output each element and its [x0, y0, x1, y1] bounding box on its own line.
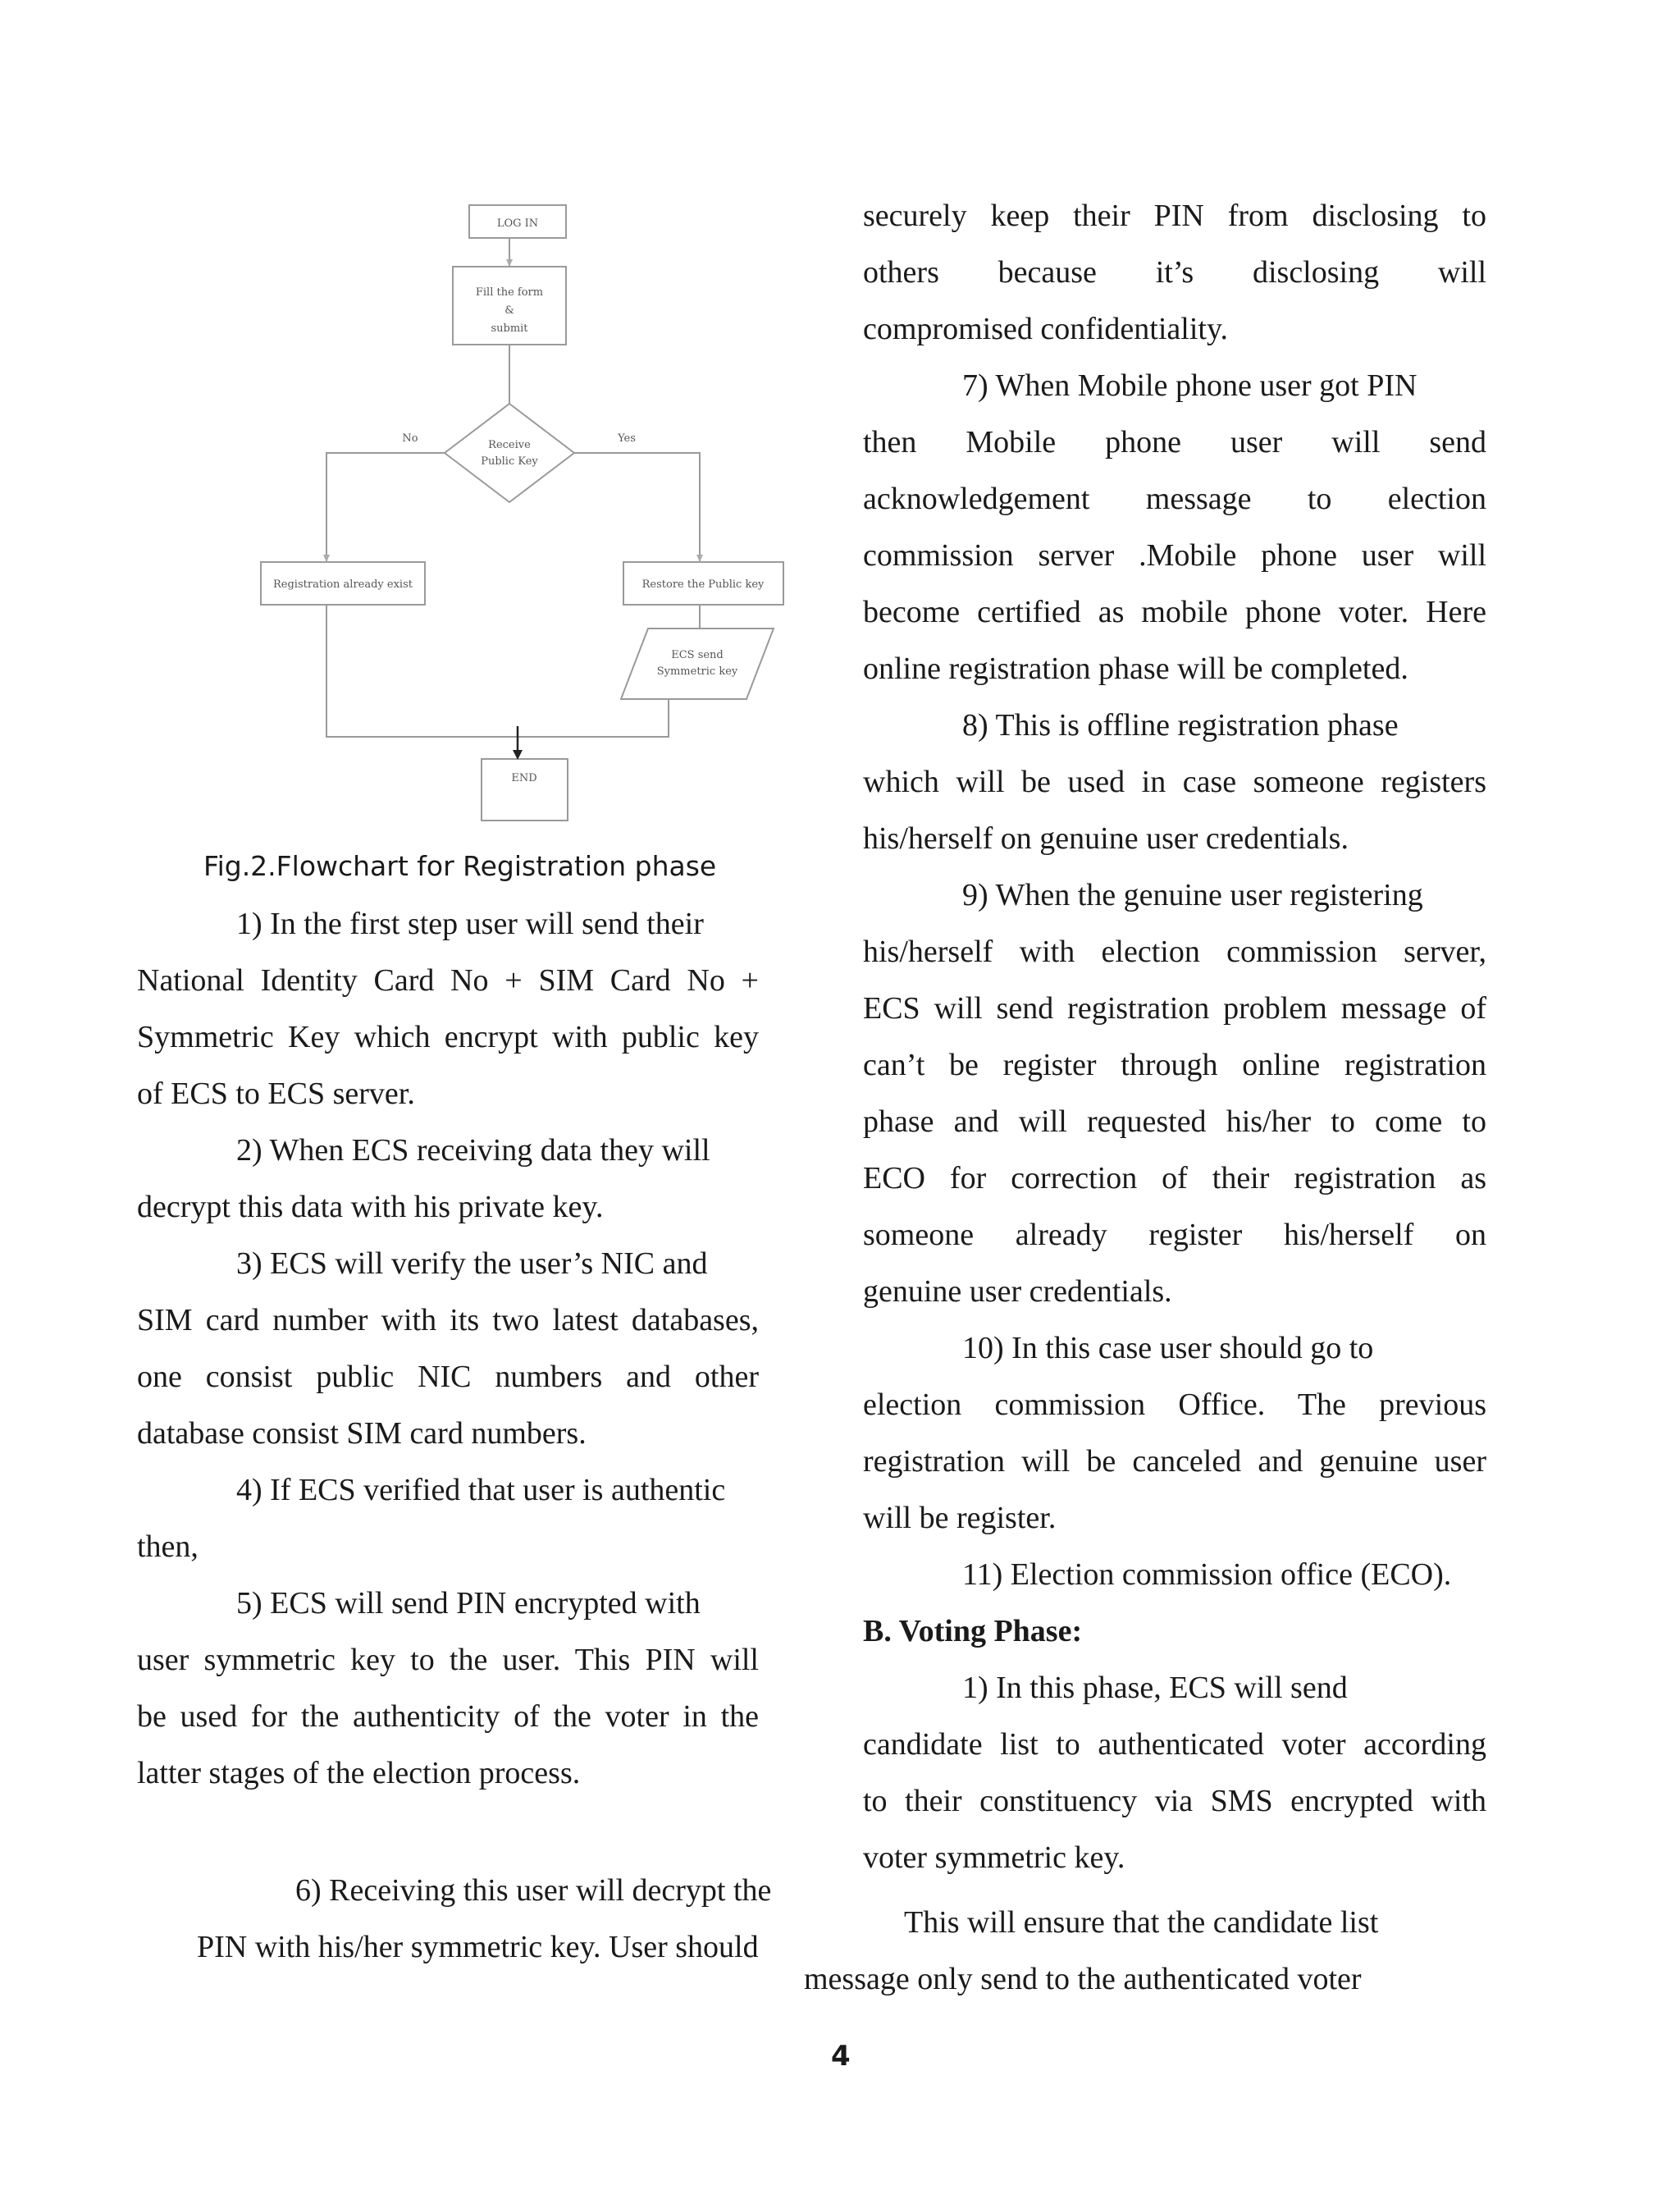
text-line: 1) In this phase, ECS will send	[962, 1671, 1348, 1705]
text-line: then,	[137, 1529, 199, 1564]
text-line: 2) When ECS receiving data they will	[236, 1133, 710, 1168]
ecs-send-label-1: ECS send	[671, 649, 724, 661]
receive-key-decision	[445, 404, 574, 502]
text-line: user symmetric key to the user. This PIN will	[137, 1643, 759, 1677]
text-line: genuine user credentials.	[863, 1274, 1172, 1309]
text-line: one consist public NIC numbers and other	[137, 1360, 759, 1394]
edge-no-label: No	[402, 432, 418, 445]
text-line: then Mobile phone user will send	[863, 425, 1486, 459]
section-heading: B. Voting Phase:	[863, 1614, 1083, 1648]
text-line: phase and will requested his/her to come to	[863, 1104, 1486, 1139]
text-line: his/herself with election commission server,	[863, 935, 1486, 969]
text-line: ECS will send registration problem message of	[863, 991, 1486, 1026]
text-line: National Identity Card No + SIM Card No +	[137, 963, 759, 998]
restore-key-label: Restore the Public key	[641, 578, 765, 591]
text-line: 1) In the first step user will send their	[236, 907, 704, 941]
text-line: others because it’s disclosing will	[863, 255, 1486, 290]
registration-flowchart	[246, 189, 804, 837]
end-label: END	[511, 772, 537, 784]
text-line: 9) When the genuine user registering	[962, 878, 1423, 912]
already-exist-label: Registration already exist	[273, 578, 413, 591]
bottom-left-line: 6) Receiving this user will decrypt the	[295, 1873, 772, 1908]
bottom-right-line: This will ensure that the candidate list	[904, 1905, 1379, 1940]
ecs-send-label-2: Symmetric key	[656, 665, 738, 678]
page-number: 4	[831, 2040, 851, 2073]
receive-key-label-2: Public Key	[481, 455, 538, 468]
text-line: candidate list to authenticated voter according	[863, 1727, 1486, 1762]
figure-caption: Fig.2.Flowchart for Registration phase	[203, 850, 717, 882]
text-line: of ECS to ECS server.	[137, 1077, 415, 1111]
text-line: ECO for correction of their registration as	[863, 1161, 1486, 1195]
text-line: commission server .Mobile phone user will	[863, 538, 1486, 573]
text-line: 4) If ECS verified that user is authentic	[236, 1473, 726, 1507]
text-line: compromised confidentiality.	[863, 312, 1228, 346]
text-line: database consist SIM card numbers.	[137, 1416, 587, 1451]
text-line: to their constituency via SMS encrypted with	[863, 1784, 1486, 1818]
fill-form-label-1: Fill the form	[475, 286, 544, 299]
text-line: voter symmetric key.	[863, 1840, 1125, 1875]
receive-key-label-1: Receive	[488, 439, 531, 451]
end-node	[482, 759, 568, 821]
ecs-send-node	[621, 629, 774, 699]
text-line: 11) Election commission office (ECO).	[962, 1557, 1452, 1592]
text-line: 8) This is offline registration phase	[962, 708, 1399, 743]
text-line: someone already register his/herself on	[863, 1218, 1486, 1252]
text-line: his/herself on genuine user credentials.	[863, 821, 1349, 856]
text-line: become certified as mobile phone voter. Here	[863, 595, 1486, 629]
login-label: LOG IN	[496, 217, 539, 230]
text-line: 3) ECS will verify the user’s NIC and	[236, 1246, 708, 1281]
text-line: be used for the authenticity of the voter in the	[137, 1699, 759, 1734]
text-line: can’t be register through online registration	[863, 1048, 1486, 1082]
text-line: latter stages of the election process.	[137, 1756, 581, 1790]
fill-form-label-3: submit	[491, 322, 528, 335]
text-line: online registration phase will be completed.	[863, 651, 1408, 686]
edge-yes-label: Yes	[618, 432, 636, 445]
text-line: registration will be canceled and genuine user	[863, 1444, 1486, 1479]
text-line: Symmetric Key which encrypt with public key	[137, 1020, 759, 1054]
text-line: will be register.	[863, 1501, 1057, 1535]
bottom-left-line: PIN with his/her symmetric key. User should	[197, 1930, 759, 1964]
text-line: 10) In this case user should go to	[962, 1331, 1374, 1365]
text-line: securely keep their PIN from disclosing to	[863, 199, 1486, 233]
text-line: 7) When Mobile phone user got PIN	[962, 368, 1418, 403]
text-line: SIM card number with its two latest databases,	[137, 1303, 759, 1337]
text-line: 5) ECS will send PIN encrypted with	[236, 1586, 701, 1621]
text-line: election commission Office. The previous	[863, 1387, 1486, 1422]
text-line: which will be used in case someone registers	[863, 765, 1486, 799]
fill-form-label-2: &	[504, 304, 514, 317]
text-line: acknowledgement message to election	[863, 482, 1486, 516]
bottom-right-line: message only send to the authenticated voter	[804, 1962, 1362, 1996]
text-line: decrypt this data with his private key.	[137, 1190, 604, 1224]
